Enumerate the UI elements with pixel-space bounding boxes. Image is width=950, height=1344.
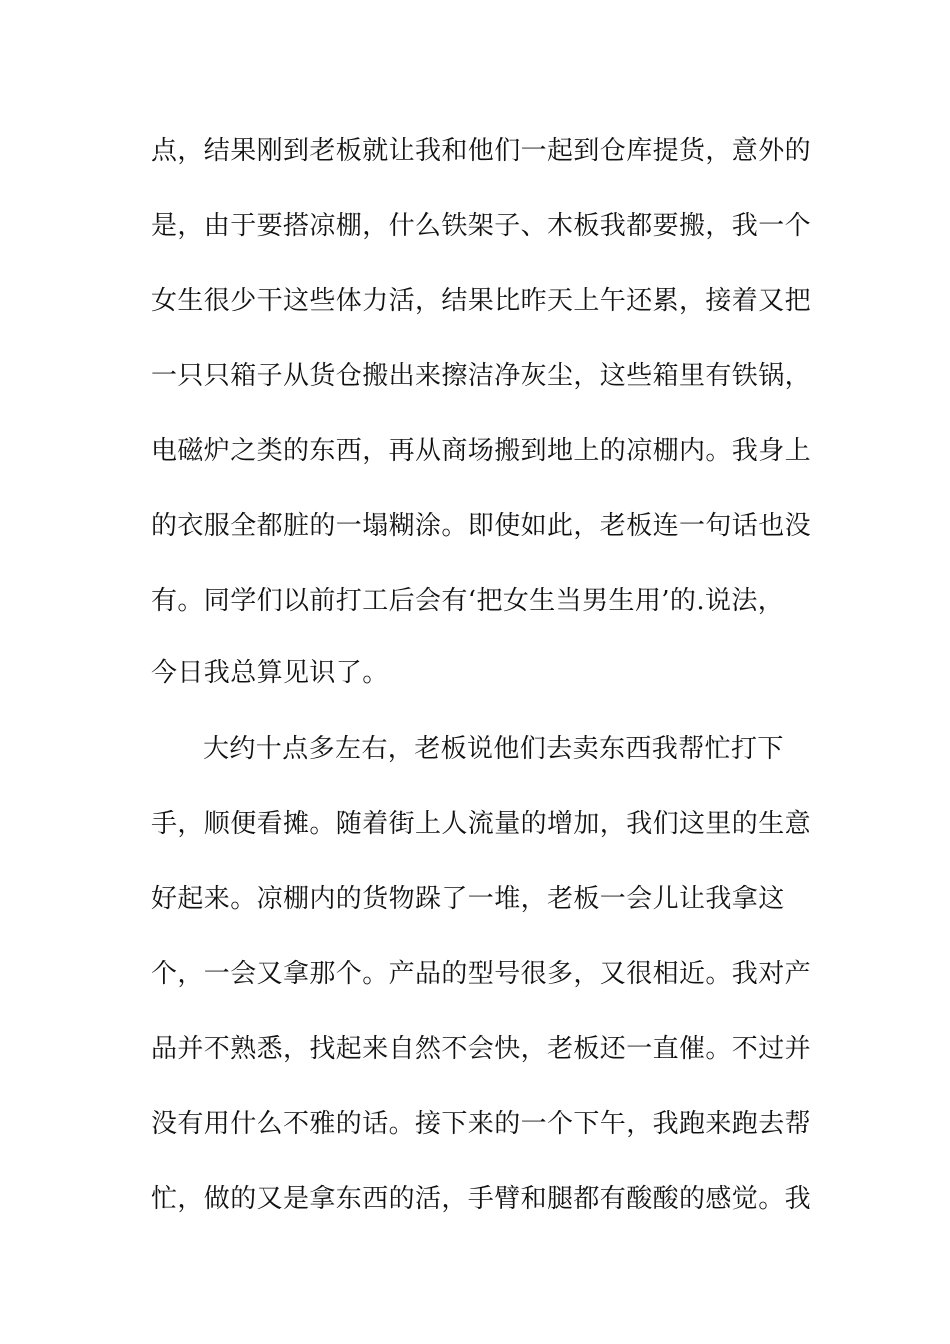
text-line: 个，一会又拿那个。产品的型号很多，又很相近。我对产 xyxy=(151,959,812,989)
text-line: 好起来。凉棚内的货物跺了一堆，老板一会儿让我拿这 xyxy=(151,884,785,914)
text-line: 一只只箱子从货仓搬出来擦洁净灰尘，这些箱里有铁锅， xyxy=(151,361,812,391)
text-line: 的衣服全都脏的一塌糊涂。即使如此，老板连一句话也没 xyxy=(151,511,812,541)
text-line: 今日我总算见识了。 xyxy=(151,658,389,688)
text-line: 女生很少干这些体力活，结果比昨天上午还累，接着又把 xyxy=(151,286,812,316)
text-line: 忙，做的又是拿东西的活，手臂和腿都有酸酸的感觉。我 xyxy=(151,1184,812,1214)
text-line: 是，由于要搭凉棚，什么铁架子、木板我都要搬，我一个 xyxy=(151,211,812,241)
text-line: 没有用什么不雅的话。接下来的一个下午，我跑来跑去帮 xyxy=(151,1109,812,1139)
text-line: 点，结果刚到老板就让我和他们一起到仓库提货，意外的 xyxy=(151,136,812,166)
paragraph-first-line: 大约十点多左右，老板说他们去卖东西我帮忙打下 xyxy=(203,734,784,764)
text-line: 电磁炉之类的东西，再从商场搬到地上的凉棚内。我身上 xyxy=(151,436,812,466)
text-line: 手，顺便看摊。随着街上人流量的增加，我们这里的生意 xyxy=(151,809,812,839)
text-line: 品并不熟悉，找起来自然不会快，老板还一直催。不过并 xyxy=(151,1034,812,1064)
text-line: 有。同学们以前打工后会有‘把女生当男生用’的.说法， xyxy=(151,586,785,616)
